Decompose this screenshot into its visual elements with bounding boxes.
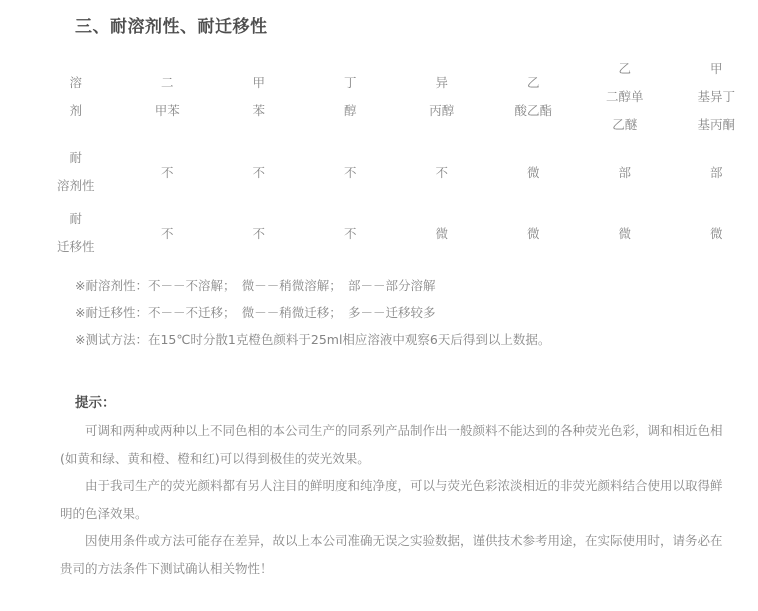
- table-value-cell: 微: [671, 205, 758, 261]
- table-value-cell: 不: [305, 144, 397, 200]
- table-row: [30, 144, 758, 200]
- cell-line: 剂: [30, 97, 122, 125]
- note-line: ※耐溶剂性：不－－不溶解； 微－－稍微溶解； 部－－部分溶解: [75, 272, 758, 299]
- table-value-cell: 部: [671, 144, 758, 200]
- row-label-cell: [30, 205, 122, 261]
- cell-line: 耐: [30, 205, 122, 233]
- notes-section: [75, 272, 758, 353]
- cell-line: 甲: [671, 55, 758, 83]
- table-value-cell: 不: [213, 205, 305, 261]
- cell-line: 甲苯: [122, 97, 214, 125]
- table-row: [30, 205, 758, 261]
- cell-line: 二醇单: [579, 83, 671, 111]
- table-value-cell: 不: [122, 205, 214, 261]
- tip-paragraph: 因使用条件或方法可能存在差异，故以上本公司准确无误之实验数据，谨供技术参考用途，在实际使用时，请务必在贵司的方法条件下测试确认相关物性！: [60, 527, 725, 582]
- table-value-cell: 不: [305, 205, 397, 261]
- cell-line: 基丙酮: [671, 111, 758, 139]
- cell-line: 溶剂性: [30, 172, 122, 200]
- cell-line: 苯: [213, 97, 305, 125]
- cell-line: 醇: [305, 97, 397, 125]
- table-value-cell: 不: [396, 144, 488, 200]
- tip-paragraph: 由于我司生产的荧光颜料都有另人注目的鲜明度和纯净度，可以与荧光色彩浓淡相近的非荧光颜料结合使用以取得鲜明的色泽效果。: [60, 472, 725, 527]
- solvent-table: [30, 50, 758, 266]
- solvent-column-header: [488, 55, 580, 139]
- cell-line: 溶: [30, 69, 122, 97]
- table-value-cell: 微: [396, 205, 488, 261]
- table-value-cell: 微: [579, 205, 671, 261]
- table-value-cell: 微: [488, 205, 580, 261]
- solvent-column-header: [30, 55, 122, 139]
- table-value-cell: 不: [213, 144, 305, 200]
- cell-line: 二: [122, 69, 214, 97]
- tip-paragraph: 可调和两种或两种以上不同色相的本公司生产的同系列产品制作出一般颜料不能达到的各种荧光色彩，调和相近色相(如黄和绿、黄和橙、橙和红)可以得到极佳的荧光效果。: [60, 417, 725, 472]
- cell-line: 乙醚: [579, 111, 671, 139]
- cell-line: 异: [396, 69, 488, 97]
- tips-section: [0, 390, 758, 582]
- tips-paragraphs: [0, 417, 758, 582]
- cell-line: 迁移性: [30, 233, 122, 261]
- solvent-column-header: [122, 55, 214, 139]
- cell-line: 耐: [30, 144, 122, 172]
- page-title: 三、耐溶剂性、耐迁移性: [75, 12, 758, 37]
- solvent-column-header: [305, 55, 397, 139]
- cell-line: 酸乙酯: [488, 97, 580, 125]
- document-page: [0, 12, 758, 611]
- cell-line: 乙: [579, 55, 671, 83]
- cell-line: 乙: [488, 69, 580, 97]
- cell-line: 基异丁: [671, 83, 758, 111]
- solvent-column-header: [396, 55, 488, 139]
- cell-line: 丁: [305, 69, 397, 97]
- table-value-cell: 微: [488, 144, 580, 200]
- cell-line: 甲: [213, 69, 305, 97]
- note-line: ※测试方法：在15℃时分散1克橙色颜料于25ml相应溶液中观察6天后得到以上数据。: [75, 326, 758, 353]
- table-value-cell: 不: [122, 144, 214, 200]
- row-label-cell: [30, 144, 122, 200]
- solvent-column-header: [671, 55, 758, 139]
- cell-line: 丙醇: [396, 97, 488, 125]
- tips-heading: 提示：: [75, 390, 758, 417]
- solvent-column-header: [579, 55, 671, 139]
- solvent-table-header-row: [30, 55, 758, 139]
- table-value-cell: 部: [579, 144, 671, 200]
- solvent-column-header: [213, 55, 305, 139]
- note-line: ※耐迁移性：不－－不迁移； 微－－稍微迁移； 多－－迁移较多: [75, 299, 758, 326]
